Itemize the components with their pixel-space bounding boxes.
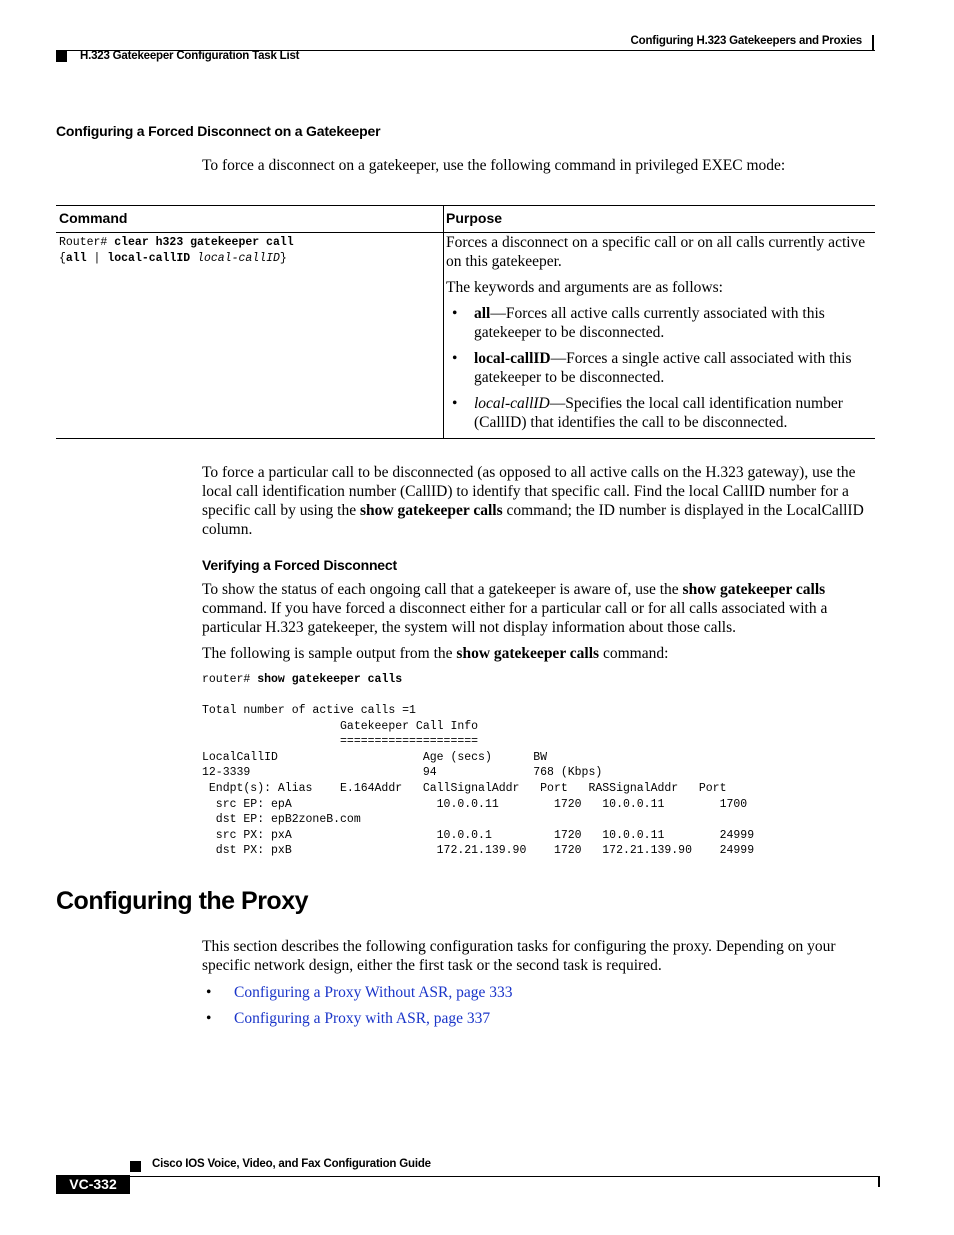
forced-disconnect-intro: To force a disconnect on a gatekeeper, use the following command in privileged EXEC mode: xyxy=(202,157,786,174)
callid-paragraph xyxy=(202,463,877,539)
bullet-icon: • xyxy=(452,395,458,412)
link-proxy-with-asr[interactable]: Configuring a Proxy with ASR, page 337 xyxy=(234,1010,491,1027)
proxy-intro: This section describes the following configuration tasks for configuring the proxy. Depending on your specific network design, either the first task or the second task is required. xyxy=(202,938,836,974)
sample-intro-text-end: command: xyxy=(599,645,669,662)
bullet-icon: • xyxy=(206,984,212,1001)
bullet-icon: • xyxy=(452,350,458,367)
page-number: VC-332 xyxy=(56,1175,130,1194)
command-reference: show gatekeeper calls xyxy=(682,581,826,598)
verifying-paragraph xyxy=(202,580,874,637)
bullet-icon: • xyxy=(206,1010,212,1027)
column-header-purpose: Purpose xyxy=(446,210,503,226)
command-localcallid-argument: local-callID xyxy=(197,252,280,265)
code-command: show gatekeeper calls xyxy=(257,673,403,686)
sample-intro-text: The following is sample output from the xyxy=(202,645,457,662)
keyword-description: —Forces a single active call associated with this gatekeeper to be disconnected. xyxy=(474,350,852,386)
command-reference: show gatekeeper calls xyxy=(456,645,600,662)
list-item xyxy=(446,394,871,432)
code-command-line xyxy=(202,672,402,688)
code-output: Total number of active calls =1 Gatekeeper Call Info ==================== LocalCallID Age (secs) BW 12-3339 94 768 (Kbps) Endpt(s): Alias E.164Addr CallSignalAddr Port RASSignalAddr Port src EP: epA 10.0.0.11 1720 10.0.0.11 1700 dst EP: epB2zoneB.com src PX: pxA 10.0.0.1 1720 10.0.0.11 24999 dst PX: pxB 172.21.139.90 1720 172.21.139.90 24999 xyxy=(202,704,755,858)
list-item xyxy=(446,349,871,387)
table-top-rule xyxy=(56,205,875,206)
command-keyword: clear h323 gatekeeper call xyxy=(114,236,294,249)
command-separator: | xyxy=(86,252,108,265)
footer-rule xyxy=(130,1176,880,1177)
forced-disconnect-heading: Configuring a Forced Disconnect on a Gatekeeper xyxy=(56,123,381,139)
command-table xyxy=(56,205,875,439)
callid-paragraph-text-end: command; the ID number is displayed in the LocalCallID column. xyxy=(202,502,864,538)
bullet-icon: • xyxy=(452,305,458,322)
section-title: H.323 Gatekeeper Configuration Task List xyxy=(80,50,300,62)
command-all: all xyxy=(65,252,87,265)
verifying-text-end: command. If you have forced a disconnect either for a particular call or for all calls associated with a particular H.323 gatekeeper, the system will not display information about those calls. xyxy=(202,600,828,636)
command-close-brace: } xyxy=(279,252,287,265)
chapter-title: Configuring H.323 Gatekeepers and Proxies xyxy=(630,35,862,47)
keyword-term: all xyxy=(474,305,491,322)
footer-marker xyxy=(130,1161,141,1172)
footer-tick xyxy=(878,1176,880,1187)
command-prompt: Router# xyxy=(59,236,115,249)
sample-output-intro xyxy=(202,644,874,663)
list-item xyxy=(446,304,871,342)
code-prompt: router# xyxy=(202,673,258,686)
header-marker xyxy=(56,51,67,62)
command-reference: show gatekeeper calls xyxy=(359,502,503,519)
command-syntax xyxy=(59,235,294,267)
command-localcallid-keyword: local-callID xyxy=(107,252,191,265)
argument-description: —Specifies the local call identification number (CallID) that identifies the call to be disconnected. xyxy=(474,395,843,431)
column-header-command: Command xyxy=(59,210,128,226)
purpose-cell xyxy=(446,233,871,439)
proxy-heading: Configuring the Proxy xyxy=(56,887,308,915)
verifying-heading: Verifying a Forced Disconnect xyxy=(202,557,397,573)
verifying-text: To show the status of each ongoing call that a gatekeeper is aware of, use the xyxy=(202,581,683,598)
link-proxy-without-asr[interactable]: Configuring a Proxy Without ASR, page 333 xyxy=(234,984,513,1001)
purpose-keywords-intro: The keywords and arguments are as follows: xyxy=(446,279,723,296)
list-item xyxy=(206,1009,606,1029)
keyword-list xyxy=(446,304,871,432)
keyword-term: local-callID xyxy=(474,350,551,367)
table-column-divider xyxy=(443,205,444,439)
purpose-description: Forces a disconnect on a specific call or on all calls currently active on this gatekeeper. xyxy=(446,234,866,270)
list-item xyxy=(206,983,606,1003)
book-title: Cisco IOS Voice, Video, and Fax Configuration Guide xyxy=(152,1158,431,1170)
header-bar xyxy=(872,35,874,50)
callid-paragraph-text: To force a particular call to be disconnected (as opposed to all active calls on the H.323 gateway), use the local call identification number (CallID) to identify that specific call. Find the local CallID number for a specific call by using the xyxy=(202,464,856,519)
command-open-brace: { xyxy=(59,252,66,265)
keyword-description: —Forces all active calls currently associated with this gatekeeper to be disconnected. xyxy=(474,305,825,341)
argument-term: local-callID xyxy=(474,395,550,412)
